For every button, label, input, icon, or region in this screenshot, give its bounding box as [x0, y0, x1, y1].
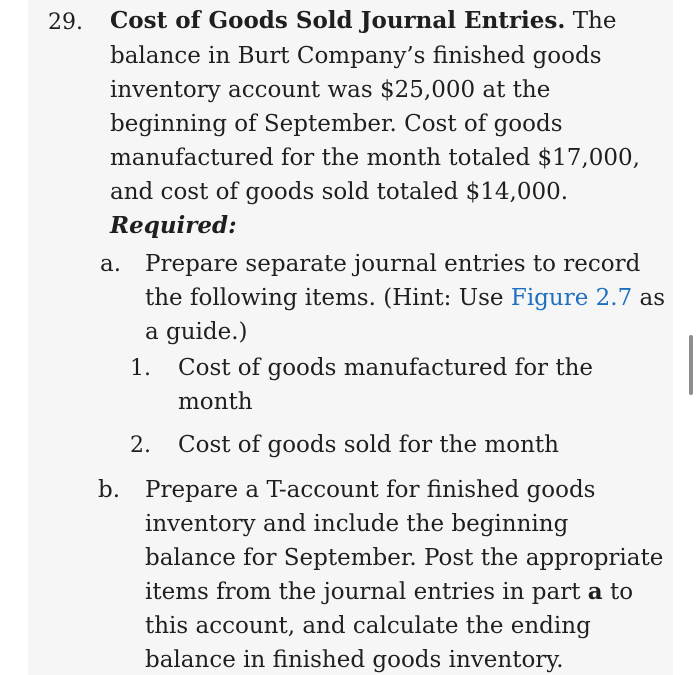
- scrollbar-thumb[interactable]: [689, 335, 693, 395]
- problem-line-5: manufactured for the month totaled $17,000,: [110, 145, 640, 171]
- part-b-line-1: Prepare a T-account for finished goods: [145, 477, 596, 503]
- problem-line-1-rest: The: [572, 8, 617, 34]
- part-b-marker: b.: [98, 477, 121, 503]
- required-heading: Required:: [110, 212, 237, 239]
- part-a-line-2-pre: the following items. (Hint: Use: [145, 285, 504, 311]
- problem-line-3: inventory account was $25,000 at the: [110, 77, 551, 103]
- part-a-line-2-post: as: [639, 285, 666, 311]
- part-b-line-3: balance for September. Post the appropriate: [145, 545, 664, 571]
- item-1-line-2: month: [178, 389, 253, 415]
- part-a-line-2: [145, 281, 665, 315]
- item-2-marker: 2.: [130, 433, 151, 458]
- problem-number: 29.: [48, 10, 83, 35]
- problem-line-1: [110, 4, 616, 38]
- problem-line-2: balance in Burt Company’s finished goods: [110, 43, 602, 69]
- part-b-line-4-bold: a: [587, 578, 603, 605]
- item-1-line-1: Cost of goods manufactured for the: [178, 355, 594, 381]
- part-b-line-4: [145, 575, 633, 609]
- part-b-line-5: this account, and calculate the ending: [145, 613, 591, 639]
- problem-title: Cost of Goods Sold Journal Entries.: [110, 7, 566, 34]
- part-b-line-4-pre: items from the journal entries in part: [145, 579, 581, 605]
- part-b-line-4-post: to: [610, 579, 634, 605]
- part-b-line-6: balance in finished goods inventory.: [145, 647, 564, 673]
- part-b-line-2: inventory and include the beginning: [145, 511, 569, 537]
- part-a-marker: a.: [100, 251, 122, 277]
- part-a-line-1: Prepare separate journal entries to record: [145, 251, 641, 277]
- item-2-line-1: Cost of goods sold for the month: [178, 432, 559, 458]
- part-a-line-3: a guide.): [145, 319, 248, 345]
- problem-line-6: and cost of goods sold totaled $14,000.: [110, 179, 569, 205]
- problem-line-4: beginning of September. Cost of goods: [110, 111, 563, 137]
- item-1-marker: 1.: [130, 356, 151, 381]
- figure-link[interactable]: Figure 2.7: [510, 285, 633, 311]
